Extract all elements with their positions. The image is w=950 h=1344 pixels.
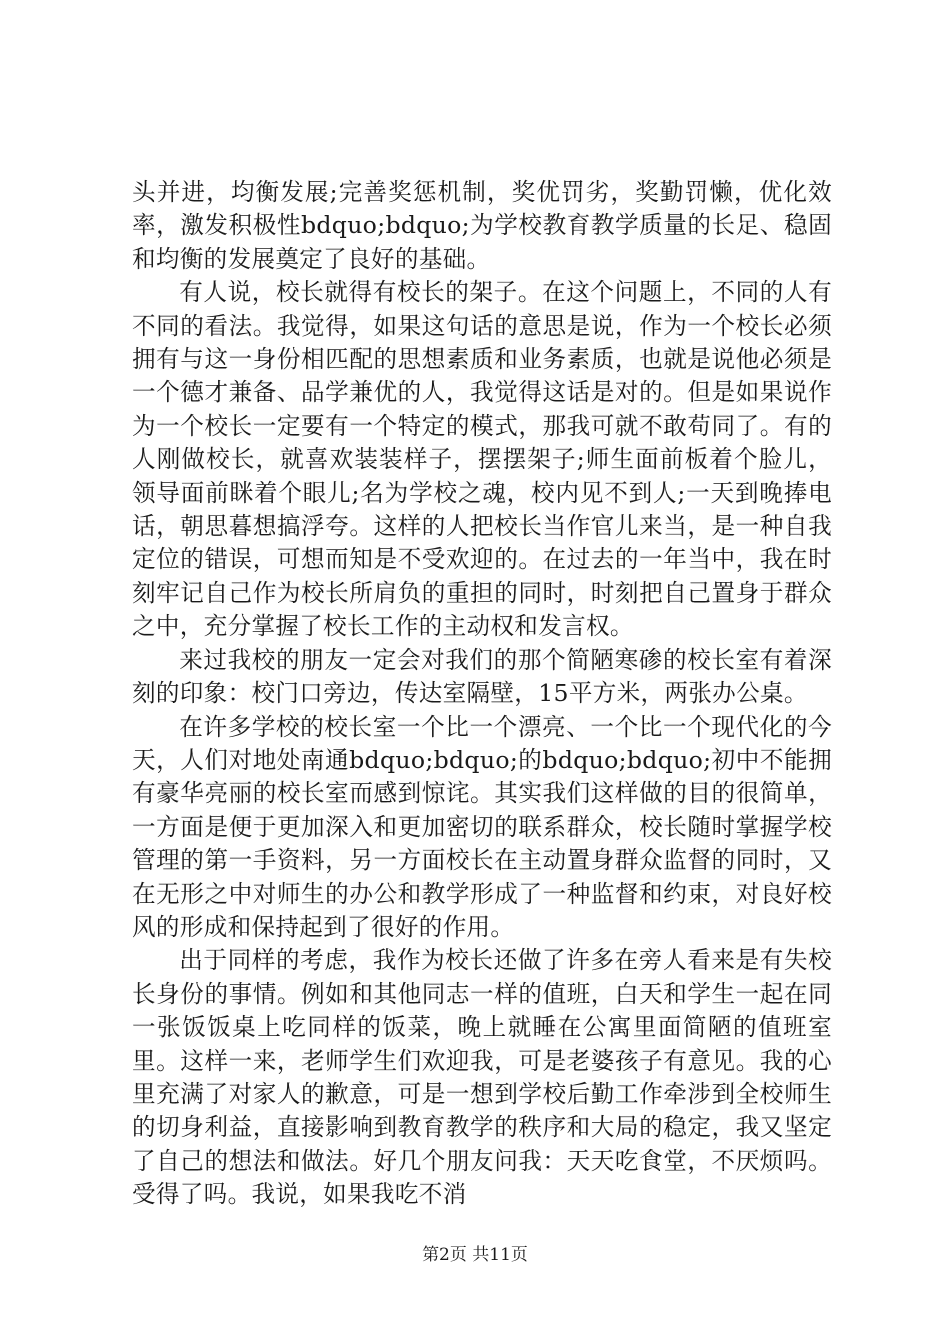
page-footer bbox=[0, 1244, 950, 1266]
paragraph-2: 有人说，校长就得有校长的架子。在这个问题上，不同的人有不同的看法。我觉得，如果这句话的意思是说，作为一个校长必须拥有与这一身份相匹配的思想素质和业务素质，也就是说他必须是一个德才兼备、品学兼优的人，我觉得这话是对的。但是如果说作为一个校长一定要有一个特定的模式，那我可就不敢苟同了。有的人刚做校长，就喜欢装装样子，摆摆架子;师生面前板着个脸儿，领导面前眯着个眼儿;名为学校之魂，校内见不到人;一天到晚捧电话，朝思暮想搞浮夸。这样的人把校长当作官儿来当，是一种自我定位的错误，可想而知是不受欢迎的。在过去的一年当中，我在时刻牢记自己作为校长所肩负的重担的同时，时刻把自己置身于群众之中，充分掌握了校长工作的主动权和发言权。 bbox=[132, 278, 832, 641]
paragraph-1: 头并进，均衡发展;完善奖惩机制，奖优罚劣，奖勤罚懒，优化效率，激发积极性bdquo;bdquo;为学校教育教学质量的长足、稳固和均衡的发展奠定了良好的基础。 bbox=[132, 178, 832, 273]
paragraph-3: 来过我校的朋友一定会对我们的那个简陋寒碜的校长室有着深刻的印象：校门口旁边，传达室隔壁，15平方米，两张办公桌。 bbox=[132, 645, 832, 708]
paragraph-5: 出于同样的考虑，我作为校长还做了许多在旁人看来是有失校长身份的事情。例如和其他同志一样的值班，白天和学生一起在同一张饭饭桌上吃同样的饭菜，晚上就睡在公寓里面简陋的值班室里。这样一来，老师学生们欢迎我，可是老婆孩子有意见。我的心里充满了对家人的歉意，可是一想到学校后勤工作牵涉到全校师生的切身利益，直接影响到教育教学的秩序和大局的稳定，我又坚定了自己的想法和做法。好几个朋友问我：天天吃食堂，不厌烦吗。受得了吗。我说，如果我吃不消 bbox=[132, 946, 832, 1209]
page-number-label: 第2页 共11页 bbox=[422, 1245, 528, 1265]
document-body bbox=[132, 176, 832, 1212]
paragraph-4: 在许多学校的校长室一个比一个漂亮、一个比一个现代化的今天，人们对地处南通bdquo;bdquo;的bdquo;bdquo;初中不能拥有豪华亮丽的校长室而感到惊诧。其实我们这样做的目的很简单，一方面是便于更加深入和更加密切的联系群众，校长随时掌握学校管理的第一手资料，另一方面校长在主动置身群众监督的同时，又在无形之中对师生的办公和教学形成了一种监督和约束，对良好校风的形成和保持起到了很好的作用。 bbox=[132, 712, 832, 941]
